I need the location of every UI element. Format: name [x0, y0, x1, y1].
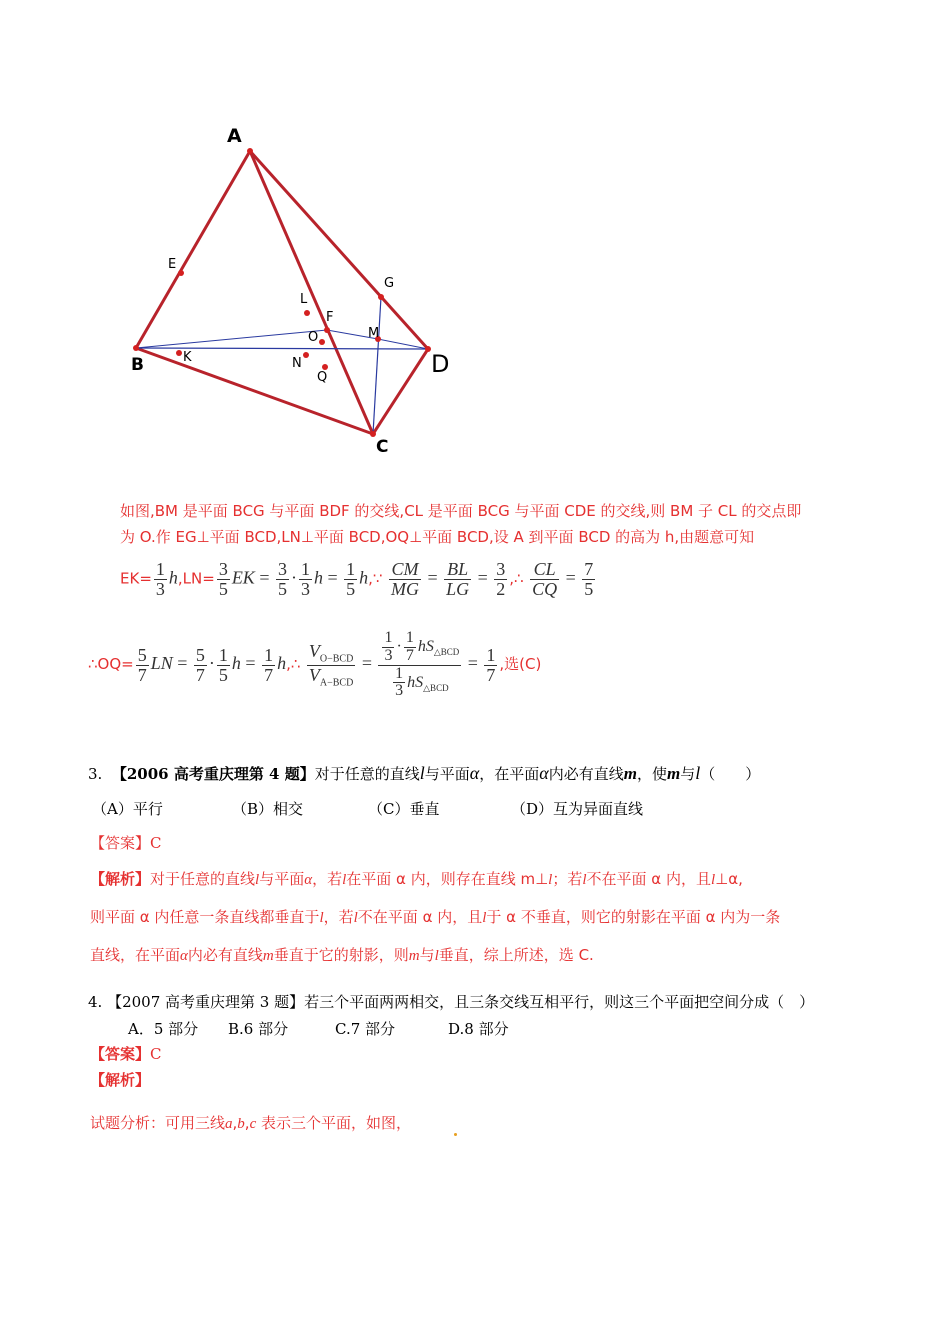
- q4-stem: 4. 【2007 高考重庆理第 3 题】若三个平面两两相交，且三条交线互相平行，则这三个平面把空间分成（ ）: [88, 993, 815, 1011]
- oq-label: ∴OQ=: [88, 655, 134, 674]
- vertex-a-dot: [247, 148, 253, 154]
- choice-label: ,选(C): [499, 655, 542, 674]
- label-n: N: [292, 356, 302, 371]
- label-m: M: [368, 326, 380, 341]
- stray-dot: [454, 1133, 457, 1136]
- q3-answer: 【答案】C: [90, 834, 162, 852]
- because-sign: ,∵: [368, 569, 383, 588]
- q3-analysis-line-2: 则平面 α 内任意一条直线都垂直于l，若l不在平面 α 内，且l于 α 不垂直，则它的射影在平面 α 内为一条: [90, 908, 781, 926]
- point-g-dot: [378, 294, 384, 300]
- q4-answer: 【答案】C: [90, 1045, 162, 1063]
- q3-option-d: （D）互为异面直线: [511, 800, 644, 818]
- label-d: D: [431, 350, 450, 378]
- label-f: F: [326, 310, 334, 325]
- point-o-dot: [319, 339, 325, 345]
- label-q: Q: [317, 370, 328, 385]
- edge-cd: [373, 349, 428, 434]
- point-e-dot: [178, 270, 184, 276]
- point-n-dot: [303, 352, 309, 358]
- tetrahedron-figure: [0, 0, 950, 470]
- solution-line-1: 如图,BM 是平面 BCG 与平面 BDF 的交线,CL 是平面 BCG 与平面 CDE 的交线,则 BM 子 CL 的交点即: [120, 502, 802, 520]
- q4-analysis-tag: 【解析】: [90, 1071, 151, 1089]
- q4-analysis-line: 试题分析：可用三线a,b,c 表示三个平面，如图，: [90, 1114, 412, 1132]
- line-cg: [373, 297, 381, 434]
- solution-line-2: 为 O.作 EG⊥平面 BCD,LN⊥平面 BCD,OQ⊥平面 BCD,设 A 到平面 BCD 的高为 h,由题意可知: [120, 528, 755, 546]
- q4-option-b: B.6 部分: [228, 1020, 289, 1038]
- label-c: C: [376, 437, 389, 457]
- line-bd: [136, 348, 428, 349]
- edge-bc: [136, 348, 373, 434]
- line-bm: [136, 330, 428, 349]
- q4-option-d: D.8 部分: [448, 1020, 509, 1038]
- label-g: G: [384, 276, 395, 291]
- therefore-sign: ,∴: [509, 569, 524, 588]
- point-k-dot: [176, 350, 182, 356]
- point-f-dot: [324, 327, 330, 333]
- edge-ab: [136, 151, 250, 348]
- equation-ek-row: EK= $\frac{1}{3}$ h,LN= $\frac{3}{5}$ EK = $\frac{3}{5}$ · $\frac{1}{3}$ h = $\frac{1}{5}$ h,∵ $\frac{CM}{MG}$ = $\frac{BL}{LG}$ = $\frac{3}{2}$ ,∴ $\frac{CL}{CQ}$ = $\frac{7}{5}$: [120, 559, 594, 599]
- edge-ac: [250, 151, 373, 434]
- label-k: K: [183, 350, 192, 365]
- q3-option-c: （C）垂直: [368, 800, 440, 818]
- q3-analysis-line-1: 【解析】对于任意的直线l与平面α，若l在平面 α 内，则存在直线 m⊥l；若l不在平面 α 内，且l⊥α,: [90, 870, 743, 888]
- ln-label: ,LN=: [177, 569, 215, 588]
- point-l-dot: [304, 310, 310, 316]
- edge-ad: [250, 151, 428, 349]
- label-l: L: [300, 292, 308, 307]
- vertex-b-dot: [133, 345, 139, 351]
- label-b: B: [131, 355, 144, 375]
- q3-option-b: （B）相交: [232, 800, 304, 818]
- q4-option-c: C.7 部分: [335, 1020, 396, 1038]
- label-a: A: [227, 125, 242, 147]
- ek-label: EK=: [120, 569, 152, 588]
- equation-oq-row: ∴OQ= $\frac{5}{7}$ LN = $\frac{5}{7}$ · $\frac{1}{5}$ h = $\frac{1}{7}$ h,∴ $\frac{V_{O-BCD}}{V_{A-BCD}}$ = $\frac{1}{3}$ · $\frac{1}{7}$ $hS_{\triangle BCD}$ $\frac{1}{3}$ $hS_{\triangle BCD}$ = $\frac{1}{7}$ ,选(C): [88, 629, 542, 700]
- q3-analysis-line-3: 直线，在平面α内必有直线m垂直于它的射影，则m与l垂直，综上所述，选 C.: [90, 946, 594, 964]
- q3-source: 【2006 高考重庆理第 4 题】: [111, 765, 315, 783]
- q3-option-a: （A）平行: [92, 800, 163, 818]
- label-e: E: [168, 257, 177, 272]
- q3-stem: 3. 【2006 高考重庆理第 4 题】对于任意的直线l与平面α，在平面α内必有直线m，使m与l（ ）: [88, 763, 761, 783]
- q4-option-a: A．5 部分: [128, 1020, 199, 1038]
- label-o: O: [308, 330, 319, 345]
